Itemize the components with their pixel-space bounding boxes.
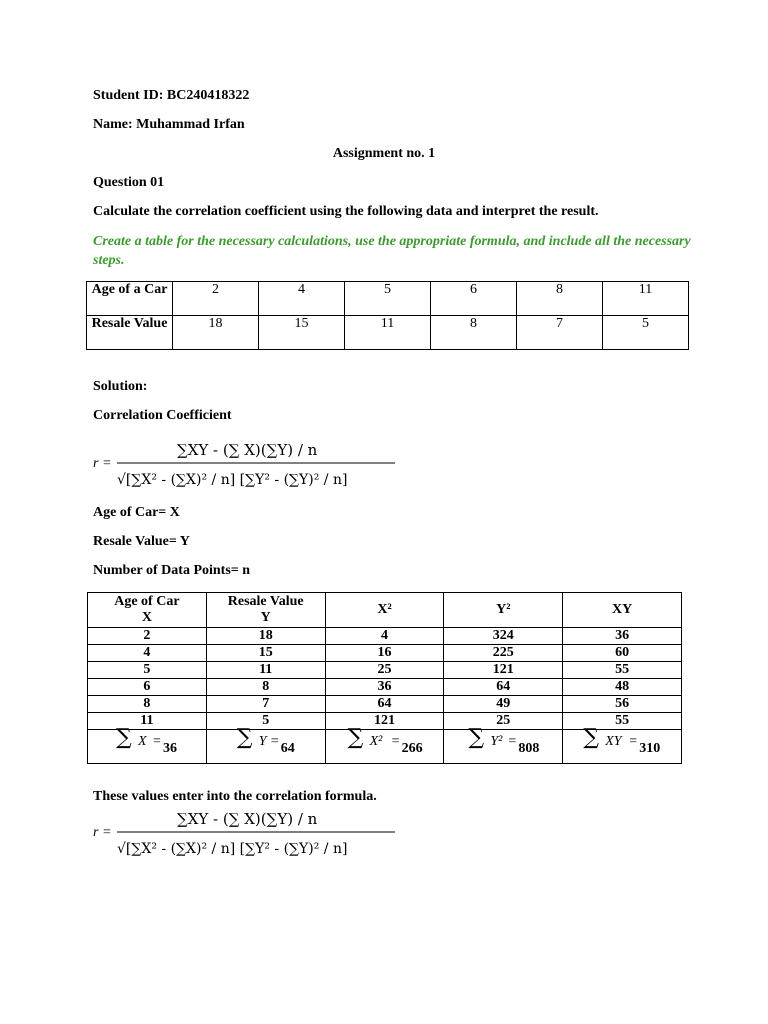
age-cell: 5 <box>345 282 431 316</box>
data-table <box>86 281 689 350</box>
solution-heading: Solution: <box>93 379 148 394</box>
table-row <box>88 696 682 713</box>
sum-row <box>88 730 682 764</box>
definition-x: Age of Car= X <box>93 505 180 520</box>
row-label-value: Resale Value <box>87 316 173 350</box>
calculation-table <box>87 592 682 764</box>
cell: 55 <box>563 713 682 730</box>
formula-denominator: √[∑X² - (∑X)² / n] [∑Y² - (∑Y)² / n] <box>117 472 348 488</box>
cell: 4 <box>88 645 207 662</box>
cell: 8 <box>88 696 207 713</box>
value-cell: 7 <box>517 316 603 350</box>
assignment-title: Assignment no. 1 <box>332 146 436 161</box>
cell: 6 <box>88 679 207 696</box>
age-cell: 6 <box>431 282 517 316</box>
instruction-text: Create a table for the necessary calculations, use the appropriate formula, and include all the necessary steps. <box>93 234 691 268</box>
formula-denominator: √[∑X² - (∑X)² / n] [∑Y² - (∑Y)² / n] <box>117 841 348 857</box>
cell: 25 <box>444 713 563 730</box>
closing-text: These values enter into the correlation formula. <box>93 789 377 804</box>
value-cell: 11 <box>345 316 431 350</box>
table-row-age <box>87 282 689 316</box>
cell: 5 <box>206 713 325 730</box>
cell: 64 <box>444 679 563 696</box>
cell: 49 <box>444 696 563 713</box>
cell: 7 <box>206 696 325 713</box>
age-cell: 8 <box>517 282 603 316</box>
header-value: Resale Value Y <box>206 593 325 628</box>
cell: 8 <box>206 679 325 696</box>
value-cell: 5 <box>603 316 689 350</box>
table-row <box>88 645 682 662</box>
cell: 121 <box>325 713 444 730</box>
header-x2: X² <box>325 593 444 628</box>
formula-r: r <box>93 825 99 840</box>
sum-x2: ∑ X² = 266 <box>325 730 444 764</box>
header-y2: Y² <box>444 593 563 628</box>
cell: 4 <box>325 628 444 645</box>
table-row <box>88 679 682 696</box>
cell: 121 <box>444 662 563 679</box>
definition-y: Resale Value= Y <box>93 534 190 549</box>
header-xy: XY <box>563 593 682 628</box>
cell: 11 <box>88 713 207 730</box>
student-name: Name: Muhammad Irfan <box>93 117 245 132</box>
header-age: Age of Car X <box>88 593 207 628</box>
cell: 55 <box>563 662 682 679</box>
cell: 60 <box>563 645 682 662</box>
table-row <box>88 662 682 679</box>
student-id: Student ID: BC240418322 <box>93 88 250 103</box>
correlation-formula-repeat <box>93 805 403 865</box>
cell: 2 <box>88 628 207 645</box>
formula-eq: = <box>103 825 111 840</box>
table-row-value <box>87 316 689 350</box>
correlation-formula <box>93 436 403 496</box>
table-row <box>88 628 682 645</box>
cell: 324 <box>444 628 563 645</box>
cell: 11 <box>206 662 325 679</box>
row-label-age: Age of a Car <box>87 282 173 316</box>
cell: 48 <box>563 679 682 696</box>
cell: 36 <box>563 628 682 645</box>
cell: 15 <box>206 645 325 662</box>
formula-numerator: ∑XY - (∑ X)(∑Y) / n <box>177 810 318 828</box>
sum-y2: ∑ Y² = 808 <box>444 730 563 764</box>
age-cell: 2 <box>173 282 259 316</box>
formula-eq: = <box>103 456 111 471</box>
value-cell: 8 <box>431 316 517 350</box>
cell: 18 <box>206 628 325 645</box>
cell: 64 <box>325 696 444 713</box>
question-number: Question 01 <box>93 175 165 190</box>
sum-x: ∑ X = 36 <box>88 730 207 764</box>
formula-numerator: ∑XY - (∑ X)(∑Y) / n <box>177 441 318 459</box>
cell: 5 <box>88 662 207 679</box>
cell: 16 <box>325 645 444 662</box>
question-text: Calculate the correlation coefficient using the following data and interpret the result. <box>93 204 599 219</box>
formula-r: r <box>93 456 99 471</box>
cell: 225 <box>444 645 563 662</box>
sum-xy: ∑ XY = 310 <box>563 730 682 764</box>
cell: 56 <box>563 696 682 713</box>
cell: 25 <box>325 662 444 679</box>
age-cell: 4 <box>259 282 345 316</box>
correlation-heading: Correlation Coefficient <box>93 408 232 423</box>
definition-n: Number of Data Points= n <box>93 563 251 578</box>
age-cell: 11 <box>603 282 689 316</box>
value-cell: 15 <box>259 316 345 350</box>
sum-y: ∑ Y = 64 <box>206 730 325 764</box>
table-header-row <box>88 593 682 628</box>
value-cell: 18 <box>173 316 259 350</box>
cell: 36 <box>325 679 444 696</box>
